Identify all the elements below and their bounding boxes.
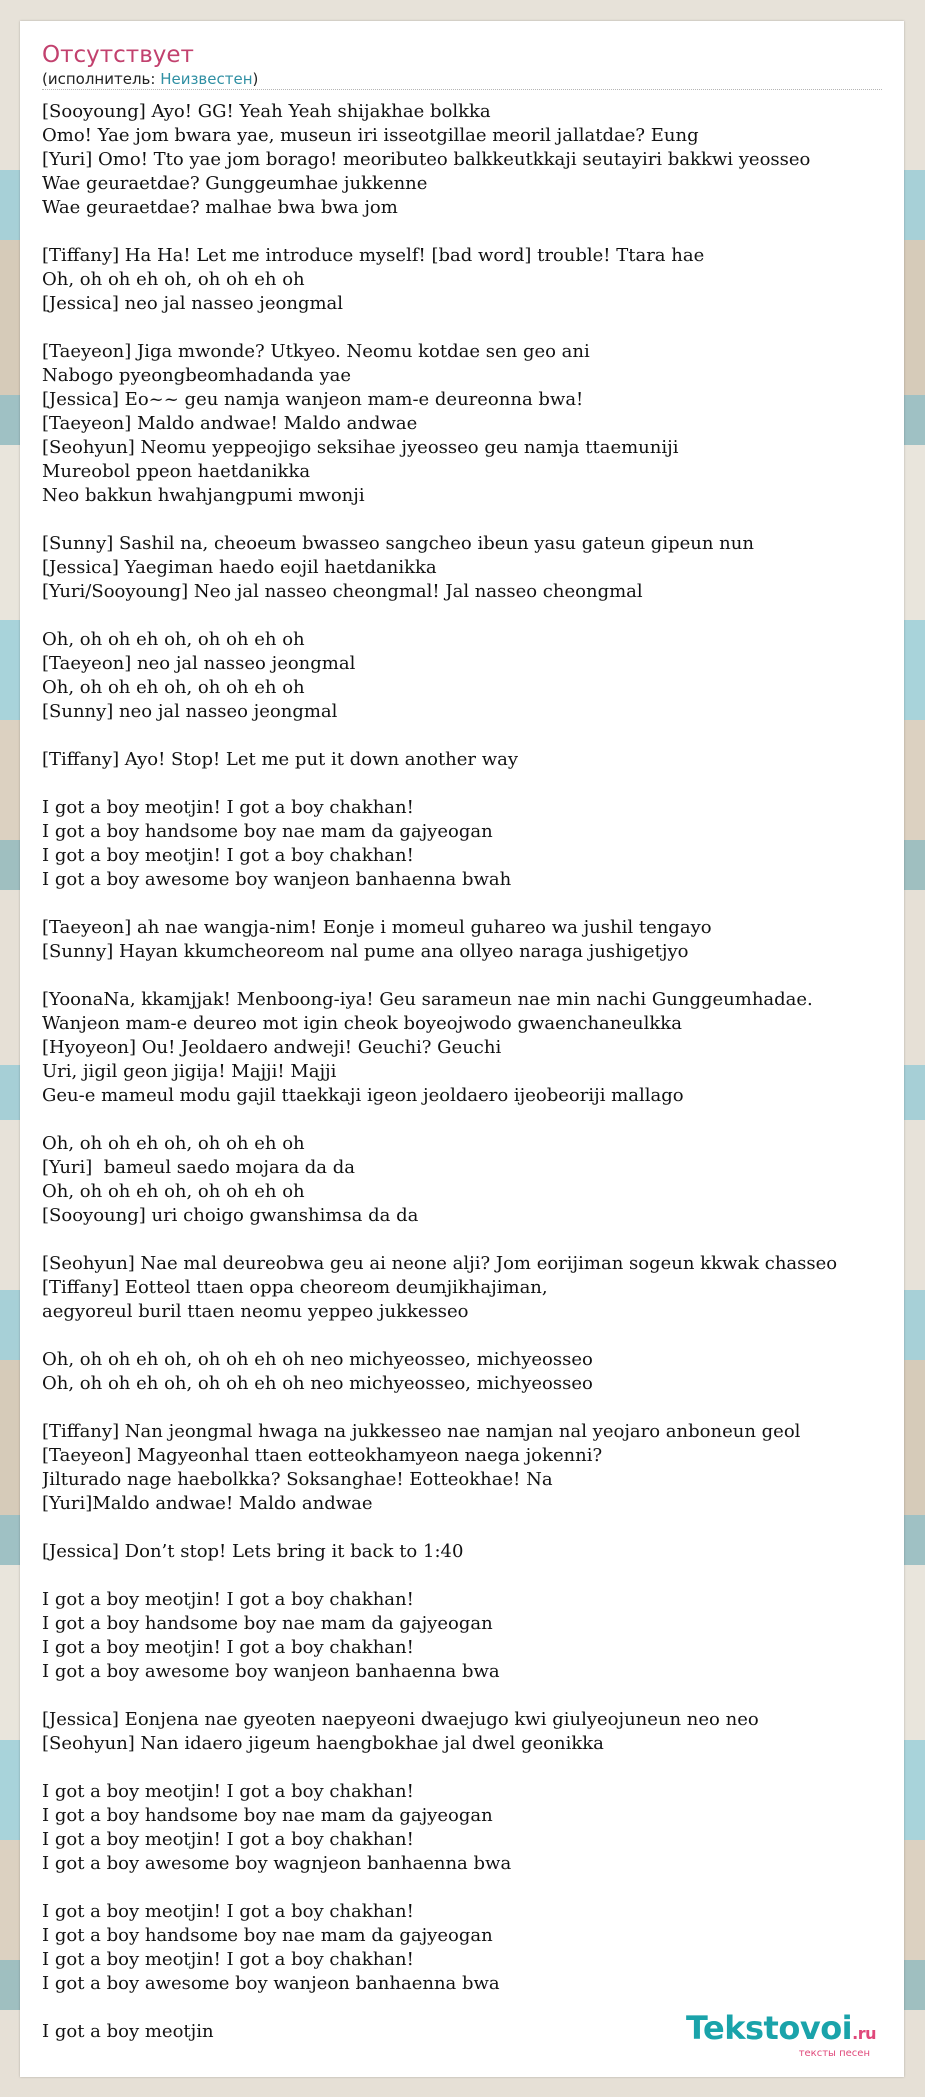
lyric-line: [Sooyoung] Ayo! GG! Yeah Yeah shijakhae bolkka [42,101,491,122]
artist-line [42,70,882,90]
lyric-line [42,964,902,988]
lyric-line: Oh, oh oh eh oh, oh oh eh oh neo michyeosseo, michyeosseo [42,1373,593,1394]
lyric-line: Jilturado nage haebolkka? Soksanghae! Eotteokhae! Na [42,1469,553,1490]
lyric-line: Wae geuraetdae? malhae bwa bwa jom [42,197,398,218]
lyric-line: Wanjeon mam-e deureo mot igin cheok boyeojwodo gwaenchaneulkka [42,1013,682,1034]
lyric-line: Oh, oh oh eh oh, oh oh eh oh [42,677,305,698]
lyric-line: I got a boy meotjin! I got a boy chakhan! [42,1637,414,1658]
lyric-line [42,1228,902,1252]
artist-link[interactable]: Неизвестен [160,70,253,88]
lyric-line: [Tiffany] Nan jeongmal hwaga na jukkesseo nae namjan nal yeojaro anboneun geol [42,1421,801,1442]
lyric-line: [Taeyeon] Maldo andwae! Maldo andwae [42,413,418,434]
lyric-line: Mureobol ppeon haetdanikka [42,461,311,482]
lyric-line: I got a boy meotjin! I got a boy chakhan! [42,1781,414,1802]
lyric-line: I got a boy meotjin! I got a boy chakhan! [42,797,414,818]
lyric-line: I got a boy awesome boy wanjeon banhaenna bwa [42,1661,500,1682]
site-logo[interactable] [686,2011,876,2059]
lyric-line [42,772,902,796]
lyric-line: [Taeyeon] Jiga mwonde? Utkyeo. Neomu kotdae sen geo ani [42,341,590,362]
lyric-line [42,604,902,628]
lyric-line [42,892,902,916]
lyric-line: Oh, oh oh eh oh, oh oh eh oh [42,269,305,290]
lyric-line [42,220,902,244]
lyric-line: I got a boy handsome boy nae mam da gajyeogan [42,1805,493,1826]
lyric-line: Uri, jigil geon jigija! Majji! Majji [42,1061,337,1082]
lyric-line: [Tiffany] Ha Ha! Let me introduce myself! [bad word] trouble! Ttara hae [42,245,705,266]
lyric-line [42,1396,902,1420]
artist-suffix: ) [252,70,259,88]
lyric-line: [Sunny] Hayan kkumcheoreom nal pume ana ollyeo naraga jushigetjyo [42,941,689,962]
lyric-line: [YoonaNa, kkamjjak! Menboong-iya! Geu sarameun nae min nachi Gunggeumhadae. [42,989,813,1010]
lyric-line: [Sooyoung] uri choigo gwanshimsa da da [42,1205,419,1226]
lyric-line [42,724,902,748]
lyric-line: I got a boy handsome boy nae mam da gajyeogan [42,1925,493,1946]
lyric-line: [Jessica] Yaegiman haedo eojil haetdanikka [42,557,437,578]
lyric-line: Oh, oh oh eh oh, oh oh eh oh neo michyeosseo, michyeosseo [42,1349,593,1370]
lyric-line [42,1684,902,1708]
lyric-line: [Jessica] Eo~~ geu namja wanjeon mam-e deureonna bwa! [42,389,584,410]
lyric-line: Oh, oh oh eh oh, oh oh eh oh [42,629,305,650]
lyric-line: [Seohyun] Nan idaero jigeum haengbokhae jal dwel geonikka [42,1733,604,1754]
lyric-line: I got a boy awesome boy wagnjeon banhaenna bwa [42,1853,512,1874]
lyric-line [42,1876,902,1900]
lyric-line: I got a boy meotjin! I got a boy chakhan! [42,1589,414,1610]
lyric-line [42,1756,902,1780]
lyric-line: I got a boy meotjin! I got a boy chakhan! [42,1901,414,1922]
logo-name: Tekstovoi [685,2009,853,2047]
lyric-line: [Tiffany] Eotteol ttaen oppa cheoreom deumjikhajiman, [42,1277,548,1298]
lyric-line: I got a boy handsome boy nae mam da gajyeogan [42,1613,493,1634]
lyric-line: [Hyoyeon] Ou! Jeoldaero andweji! Geuchi? Geuchi [42,1037,502,1058]
lyric-line: [Yuri]Maldo andwae! Maldo andwae [42,1493,373,1514]
song-title: Отсутствует [42,42,194,68]
lyric-line: Oh, oh oh eh oh, oh oh eh oh [42,1133,305,1154]
lyric-line: [Tiffany] Ayo! Stop! Let me put it down another way [42,749,519,770]
lyrics-page [20,21,904,2077]
lyric-line: [Jessica] Don’t stop! Lets bring it back to 1:40 [42,1541,464,1562]
lyric-line: [Taeyeon] Magyeonhal ttaen eotteokhamyeon naega jokenni? [42,1445,603,1466]
lyrics-text [42,100,902,2044]
lyric-line: I got a boy awesome boy wanjeon banhaenna bwah [42,869,512,890]
lyric-line: [Jessica] neo jal nasseo jeongmal [42,293,344,314]
lyric-line: aegyoreul buril ttaen neomu yeppeo jukkesseo [42,1301,469,1322]
lyric-line [42,1324,902,1348]
lyric-line: [Taeyeon] neo jal nasseo jeongmal [42,653,356,674]
lyric-line: I got a boy meotjin! I got a boy chakhan! [42,1829,414,1850]
artist-prefix: (исполнитель: [42,70,161,88]
lyric-line: Neo bakkun hwahjangpumi mwonji [42,485,365,506]
logo-tld: .ru [852,2024,876,2043]
lyric-line: I got a boy awesome boy wanjeon banhaenna bwa [42,1973,500,1994]
lyric-line: [Taeyeon] ah nae wangja-nim! Eonje i momeul guhareo wa jushil tengayo [42,917,712,938]
lyric-line [42,1516,902,1540]
lyric-line: Oh, oh oh eh oh, oh oh eh oh [42,1181,305,1202]
lyric-line: Nabogo pyeongbeomhadanda yae [42,365,351,386]
lyric-line: I got a boy meotjin! I got a boy chakhan! [42,1949,414,1970]
lyric-line [42,1108,902,1132]
lyric-line: [Yuri] bameul saedo mojara da da [42,1157,356,1178]
logo-tagline: тексты песен [798,2048,870,2059]
lyric-line: Geu-e mameul modu gajil ttaekkaji igeon jeoldaero ijeobeoriji mallago [42,1085,684,1106]
lyric-line: [Jessica] Eonjena nae gyeoten naepyeoni dwaejugo kwi giulyeojuneun neo neo [42,1709,759,1730]
lyric-line [42,1564,902,1588]
lyric-line: I got a boy handsome boy nae mam da gajyeogan [42,821,493,842]
lyric-line: [Yuri/Sooyoung] Neo jal nasseo cheongmal! Jal nasseo cheongmal [42,581,643,602]
lyric-line: [Sunny] Sashil na, cheoeum bwasseo sangcheo ibeun yasu gateun gipeun nun [42,533,754,554]
lyric-line: I got a boy meotjin [42,2021,214,2042]
lyric-line [42,316,902,340]
lyric-line: [Seohyun] Nae mal deureobwa geu ai neone alji? Jom eorijiman sogeun kkwak chasseo [42,1253,838,1274]
lyric-line: Wae geuraetdae? Gunggeumhae jukkenne [42,173,428,194]
lyric-line: [Yuri] Omo! Tto yae jom borago! meoributeo balkkeutkkaji seutayiri bakkwi yeosseo [42,149,811,170]
logo-wordmark [686,2011,876,2051]
lyric-line: I got a boy meotjin! I got a boy chakhan! [42,845,414,866]
lyric-line [42,508,902,532]
lyric-line: Omo! Yae jom bwara yae, museun iri isseotgillae meoril jallatdae? Eung [42,125,699,146]
lyric-line: [Seohyun] Neomu yeppeojigo seksihae jyeosseo geu namja ttaemuniji [42,437,679,458]
lyric-line: [Sunny] neo jal nasseo jeongmal [42,701,338,722]
